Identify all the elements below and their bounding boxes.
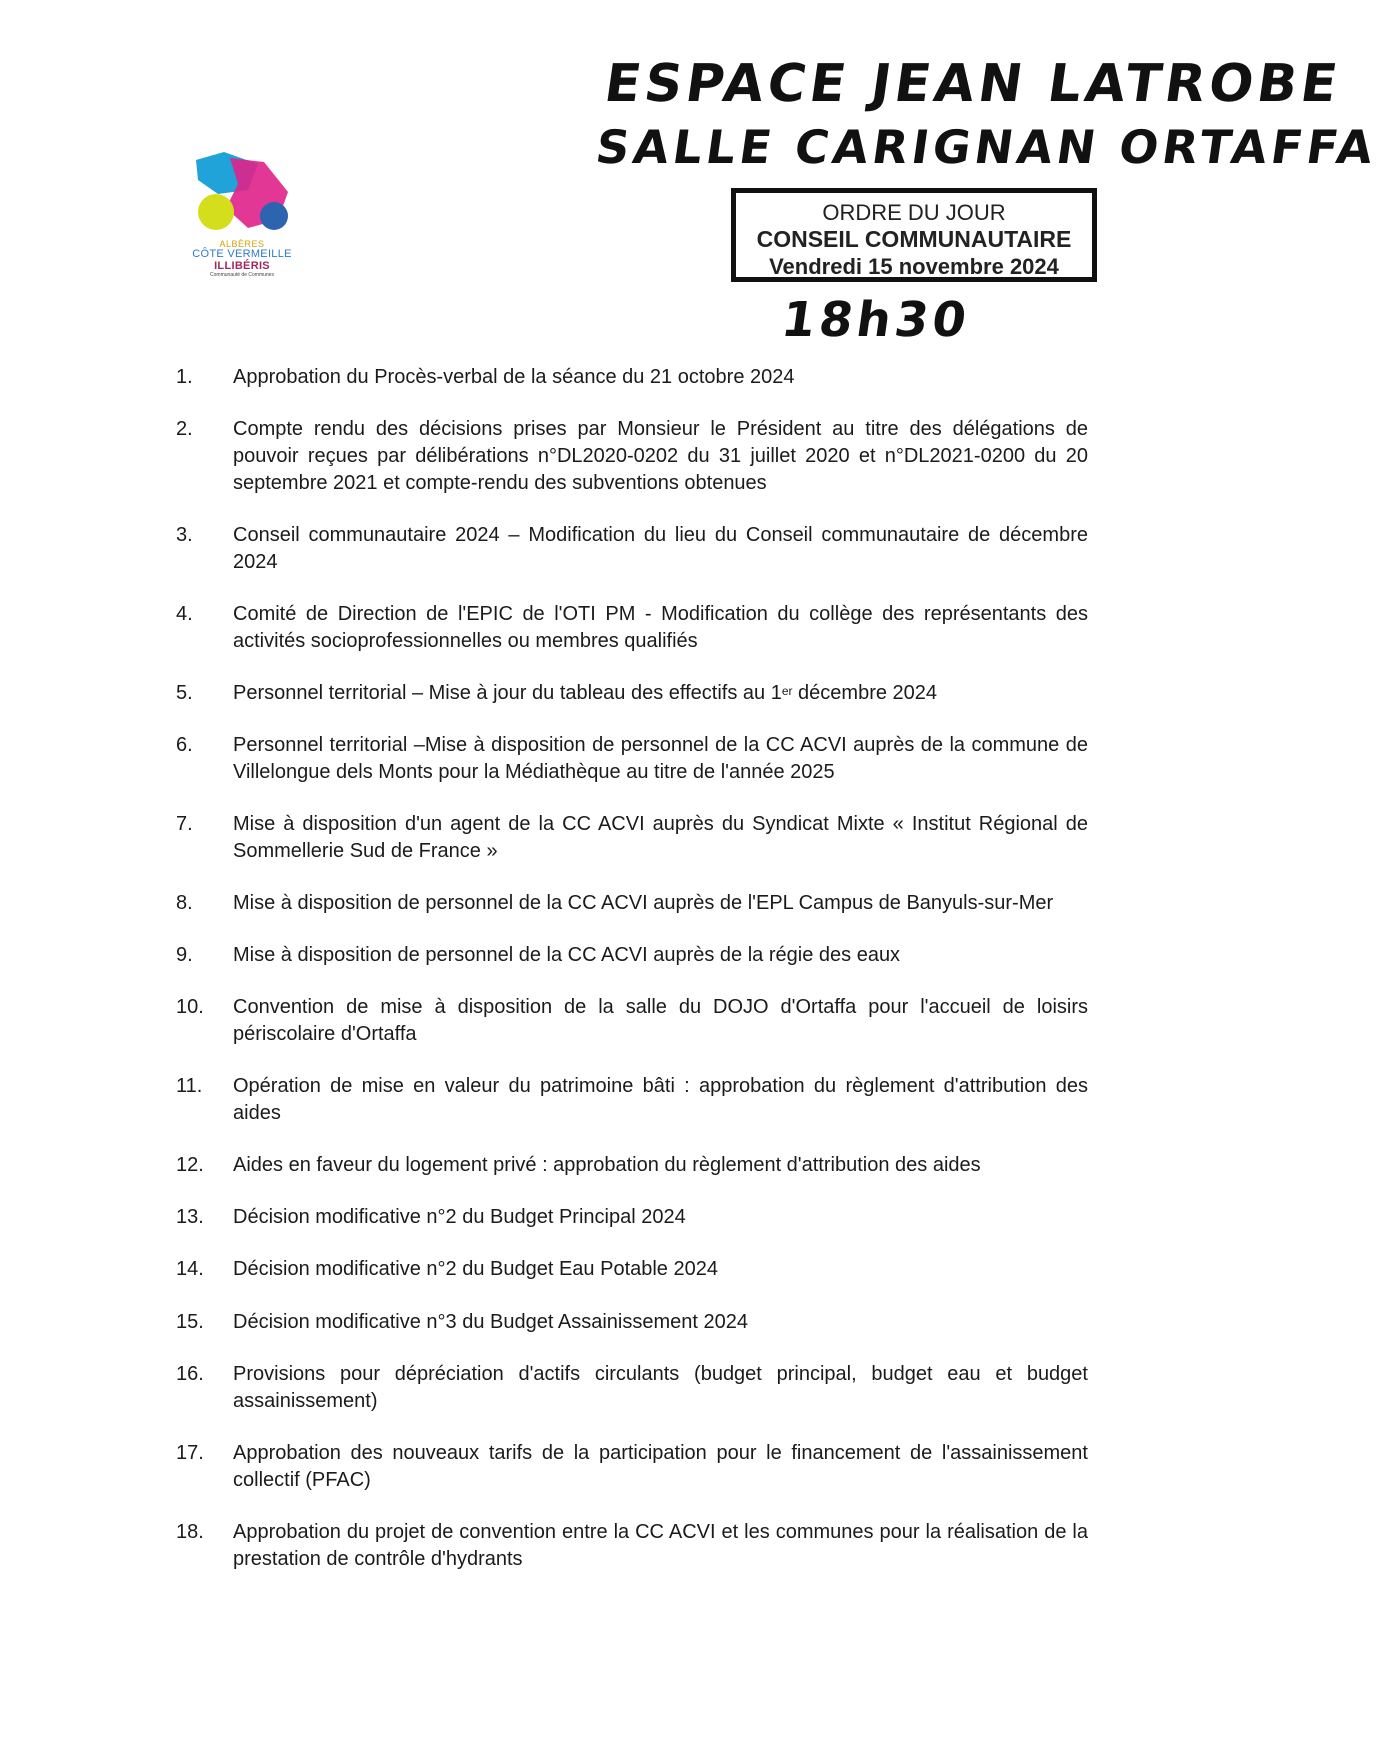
item-number: 10. — [176, 996, 204, 1018]
item-number: 14. — [176, 1258, 204, 1280]
handwritten-location — [591, 54, 1381, 184]
item-text — [233, 680, 1088, 707]
item-text: Opération de mise en valeur du patrimoine bâti : approbation du règlement d'attribution des aides — [233, 1075, 1088, 1124]
title-line-1: ORDRE DU JOUR — [822, 200, 1006, 225]
logo-line-3: ILLIBÉRIS — [214, 259, 270, 272]
item-number: 16. — [176, 1363, 204, 1385]
item-text: Décision modificative n°2 du Budget Eau Potable 2024 — [233, 1258, 718, 1280]
handwritten-line-2: SALLE CARIGNAN ORTAFFA — [592, 120, 1381, 174]
item-text: Aides en faveur du logement privé : approbation du règlement d'attribution des aides — [233, 1154, 981, 1176]
item-text: Mise à disposition d'un agent de la CC ACVI auprès du Syndicat Mixte « Institut Régional de Sommellerie Sud de France » — [233, 813, 1088, 862]
item-number: 6. — [176, 734, 193, 756]
item-number: 2. — [176, 418, 193, 440]
item-text-superscript: er — [781, 684, 793, 698]
item-number: 1. — [176, 366, 193, 388]
item-text: Personnel territorial –Mise à disposition de personnel de la CC ACVI auprès de la commune de Villelongue dels Monts pour la Médiathèque au titre de l'année 2025 — [233, 734, 1088, 783]
item-text: Comité de Direction de l'EPIC de l'OTI PM - Modification du collège des représentants des activités socioprofessionnelles ou membres qualifiés — [233, 603, 1088, 652]
item-text: Approbation du projet de convention entre la CC ACVI et les communes pour la réalisation de la prestation de contrôle d'hydrants — [233, 1521, 1088, 1570]
item-number: 12. — [176, 1154, 204, 1176]
item-text: Approbation des nouveaux tarifs de la participation pour le financement de l'assainissement collectif (PFAC) — [233, 1442, 1088, 1491]
logo-blue-circle — [260, 202, 288, 230]
item-number: 3. — [176, 524, 193, 546]
item-number: 11. — [176, 1075, 203, 1097]
item-number: 4. — [176, 603, 193, 625]
item-number: 17. — [176, 1442, 204, 1464]
item-text: Approbation du Procès-verbal de la séance du 21 octobre 2024 — [233, 366, 795, 388]
item-text: Convention de mise à disposition de la salle du DOJO d'Ortaffa pour l'accueil de loisirs périscolaire d'Ortaffa — [233, 996, 1088, 1045]
item-number: 7. — [176, 813, 193, 835]
handwritten-line-1: ESPACE JEAN LATROBE — [600, 54, 1345, 114]
community-logo — [188, 150, 298, 290]
item-text-part-1: Personnel territorial – Mise à jour du tableau des effectifs au 1 — [233, 682, 782, 704]
item-text: Mise à disposition de personnel de la CC ACVI auprès de la régie des eaux — [233, 944, 901, 966]
item-text: Décision modificative n°2 du Budget Principal 2024 — [233, 1206, 686, 1228]
item-number: 15. — [176, 1311, 204, 1333]
item-text: Mise à disposition de personnel de la CC ACVI auprès de l'EPL Campus de Banyuls-sur-Mer — [233, 892, 1054, 914]
item-number: 13. — [176, 1206, 204, 1228]
logo-text — [182, 240, 302, 278]
item-text: Compte rendu des décisions prises par Monsieur le Président au titre des délégations de pouvoir reçues par délibérations n°DL2020-0202 du 31 juillet 2020 et n°DL2021-0200 du 20 septembre 2021 et compte-rendu des subventions obtenues — [233, 418, 1088, 494]
logo-line-2: CÔTE VERMEILLE — [192, 248, 292, 261]
handwritten-time: 18h30 — [778, 292, 974, 348]
item-number: 9. — [176, 944, 193, 966]
logo-mark-icon — [188, 150, 298, 245]
title-line-3: Vendredi 15 novembre 2024 — [769, 254, 1059, 279]
item-text: Décision modificative n°3 du Budget Assainissement 2024 — [233, 1311, 748, 1333]
item-text: Provisions pour dépréciation d'actifs circulants (budget principal, budget eau et budget assainissement) — [233, 1363, 1088, 1412]
item-number: 18. — [176, 1521, 204, 1543]
title-line-2: CONSEIL COMMUNAUTAIRE — [756, 226, 1072, 252]
item-number: 8. — [176, 892, 193, 914]
title-box — [731, 188, 1097, 282]
item-number: 5. — [176, 682, 193, 704]
item-text-part-2: décembre 2024 — [792, 682, 938, 704]
logo-line-4: Communauté de Communes — [210, 271, 274, 278]
logo-yellow-circle — [198, 194, 234, 230]
logo-line-1: ALBÈRES — [219, 239, 265, 249]
item-text: Conseil communautaire 2024 – Modification du lieu du Conseil communautaire de décembre 2024 — [233, 524, 1088, 573]
